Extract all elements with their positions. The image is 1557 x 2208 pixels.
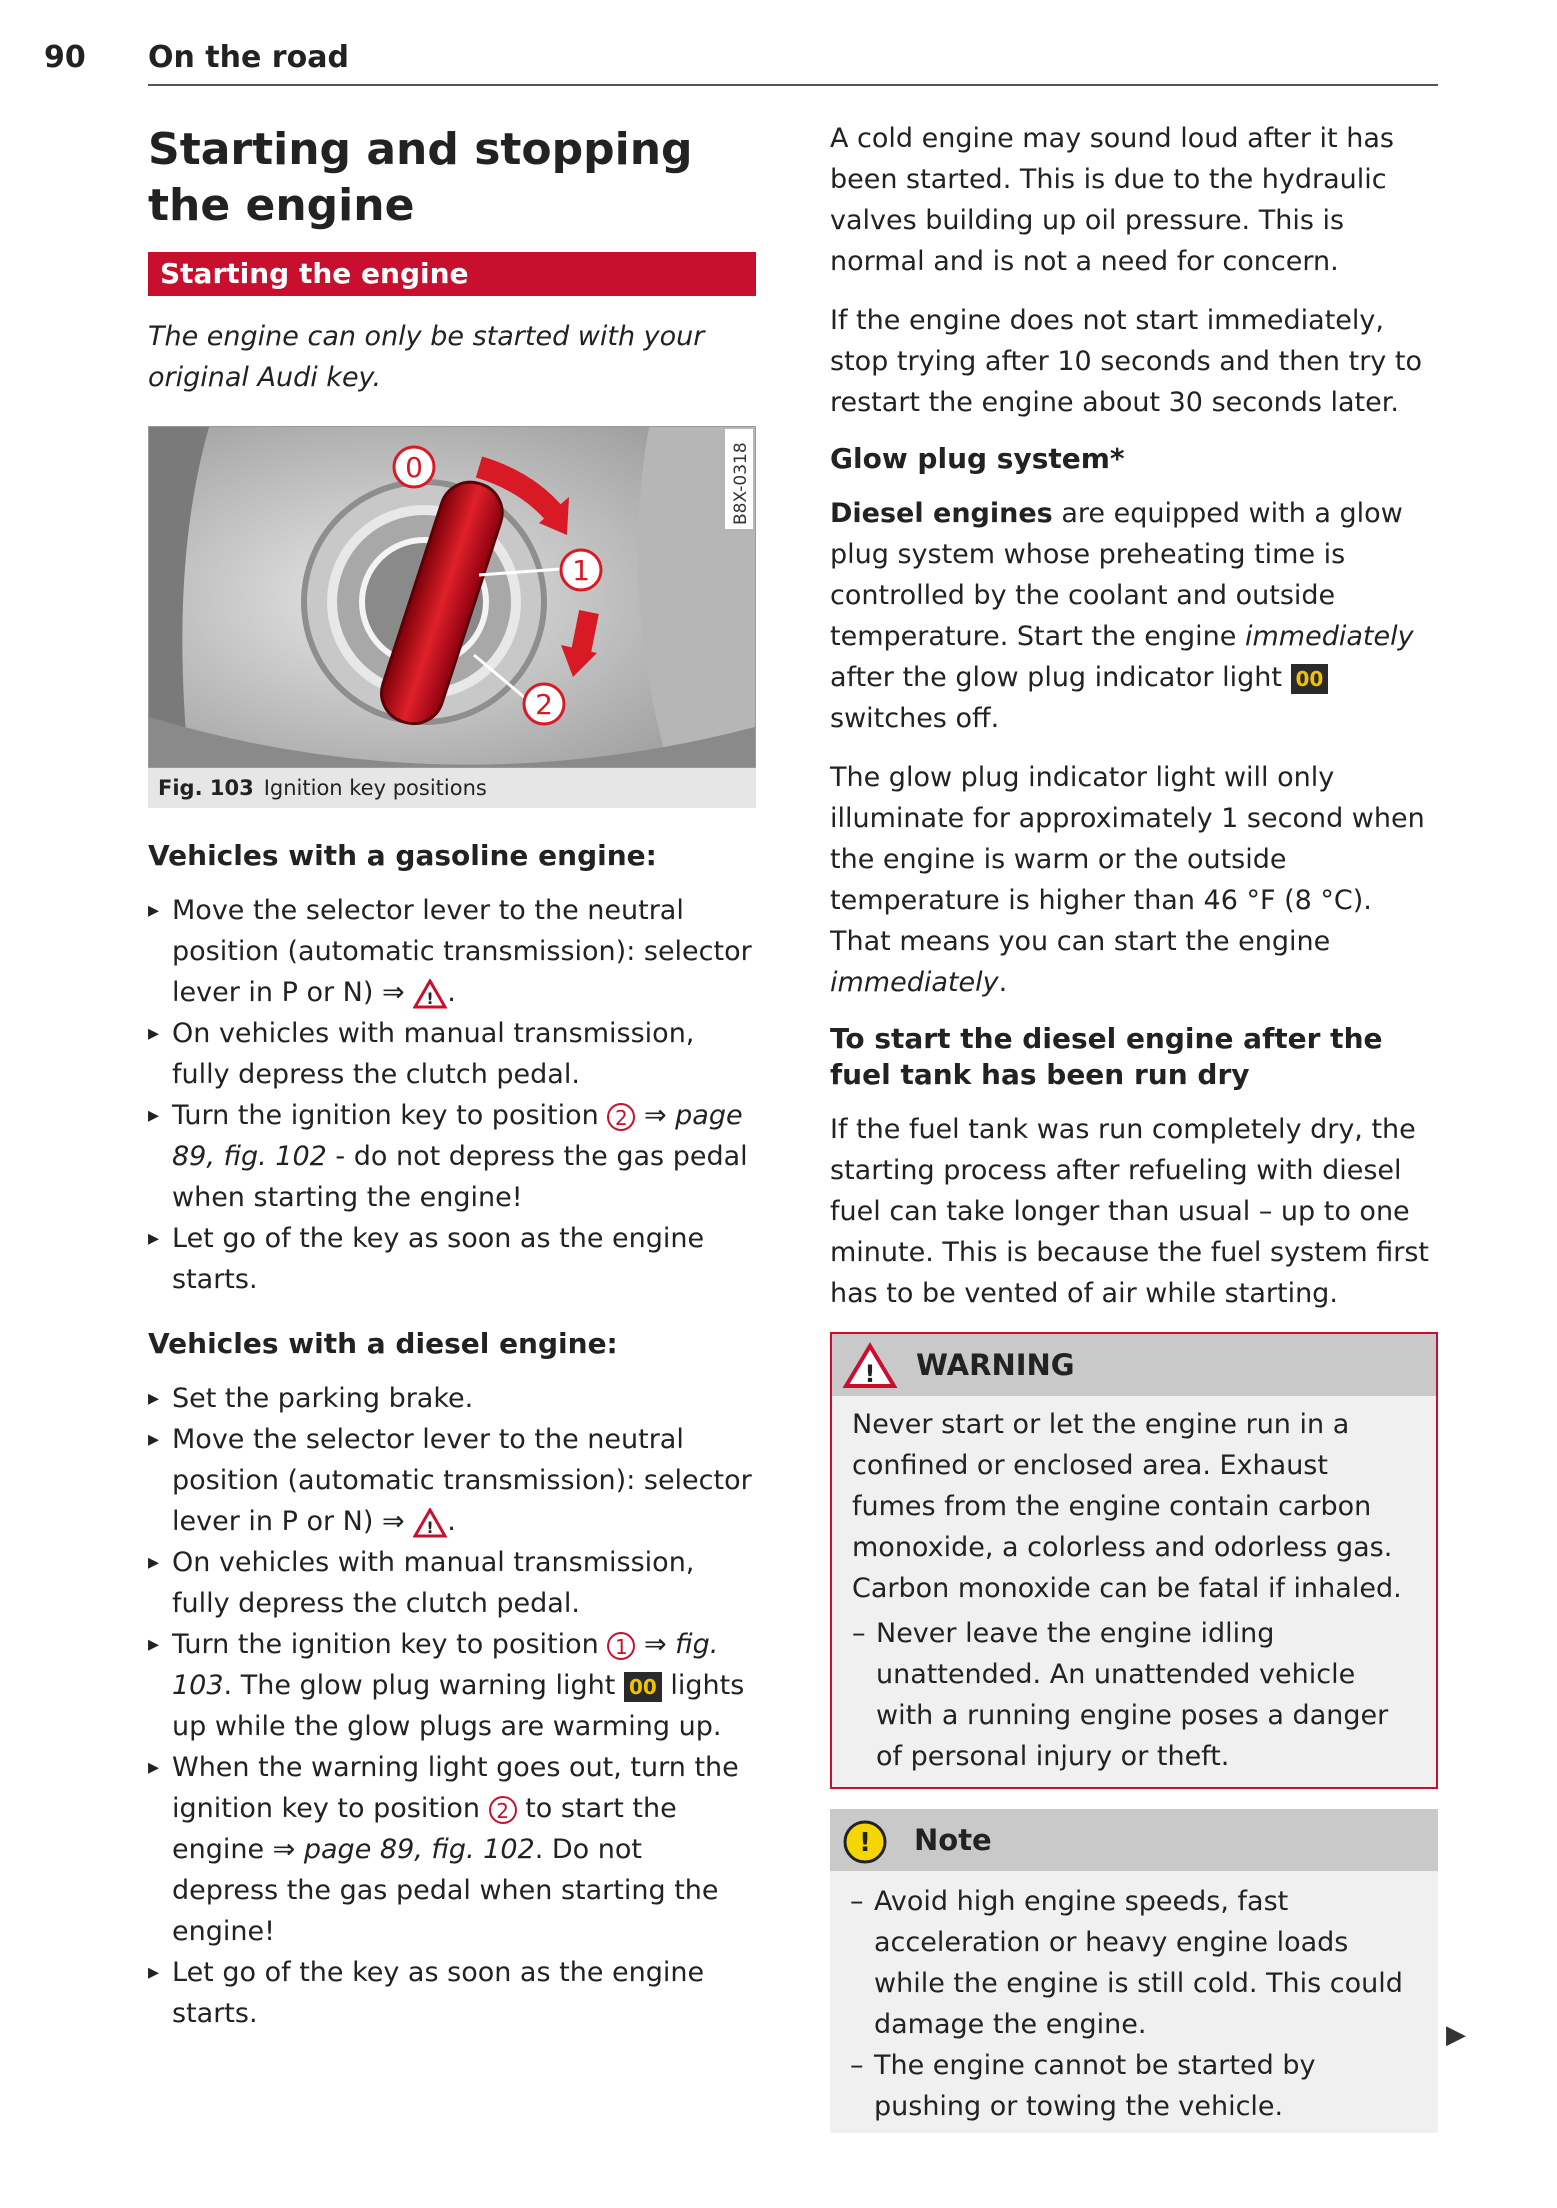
position-marker: 2 (489, 1796, 517, 1824)
marker-2 (524, 684, 564, 724)
left-column (148, 118, 756, 2060)
warning-triangle-icon (842, 1342, 898, 1390)
cross-reference[interactable]: ⇒ fig. 103 (172, 1629, 719, 1701)
cross-reference[interactable]: ⇒ page 89, fig. 102 (172, 1100, 743, 1172)
warning-triangle-icon (413, 979, 447, 1009)
list-item: ▸ Let go of the key as soon as the engine starts. (148, 1218, 756, 1300)
warning-header (832, 1334, 1436, 1396)
paragraph-cold-engine: A cold engine may sound loud after it has been started. This is due to the hydraulic valves building up oil pressure. This is normal and is not a need for concern. (830, 123, 1394, 277)
gasoline-heading: Vehicles with a gasoline engine: (148, 839, 657, 872)
list-item: ▸ Move the selector lever to the neutral position (automatic transmission): selector lever in P or N) ⇒ ! . (148, 1419, 756, 1542)
glow-plug-icon: 00 (1291, 664, 1329, 694)
ignition-figure (148, 426, 756, 768)
svg-text:1: 1 (572, 554, 590, 587)
list-item: – The engine cannot be started by pushing or towing the vehicle. (850, 2045, 1418, 2127)
caption-text: Ignition key positions (263, 776, 487, 800)
list-item: – Avoid high engine speeds, fast acceleration or heavy engine loads while the engine is still cold. This could damage the engine. (850, 1881, 1418, 2045)
paragraph-indicator: The glow plug indicator light will only illuminate for approximately 1 second when the engine is warm or the outside temperature is higher than 46 °F (8 °C). That means you can start the engine immediately. (830, 762, 1425, 998)
warning-text: Never start or let the engine run in a confined or enclosed area. Exhaust fumes from the engine contain carbon monoxide, a colorless and odorless gas. Carbon monoxide can be fatal if inhaled. (852, 1409, 1402, 1604)
list-item: ▸ When the warning light goes out, turn the ignition key to position 2 to start the engine ⇒ page 89, fig. 102. Do not depress the gas pedal when starting the engine! (148, 1747, 756, 1952)
warning-box (830, 1332, 1438, 1789)
marker-0 (394, 447, 434, 487)
page-header (44, 40, 1438, 86)
page-number: 90 (44, 40, 86, 75)
ignition-illustration (149, 427, 755, 767)
position-marker: 1 (607, 1632, 635, 1660)
subsection-bar: Starting the engine (148, 252, 756, 296)
list-item: ▸ Move the selector lever to the neutral position (automatic transmission): selector lever in P or N) ⇒ ! . (148, 890, 756, 1013)
page-title: Starting and stopping the engine (148, 124, 693, 231)
svg-text:!: ! (859, 1828, 871, 1858)
figure-caption (148, 768, 756, 808)
list-item: ▸ Turn the ignition key to position 2 ⇒ page 89, fig. 102 - do not depress the gas pedal when starting the engine! (148, 1095, 756, 1218)
list-item: ▸ On vehicles with manual transmission, fully depress the clutch pedal. (148, 1013, 756, 1095)
next-page-arrow-icon[interactable]: ▶ (1446, 2020, 1466, 2050)
paragraph-diesel-glow: Diesel engines are equipped with a glow plug system whose preheating time is controlled by the coolant and outside temperature. Start the engine immediately after the glow plug indicator light 00 switches off. (830, 498, 1414, 734)
warning-triangle-icon (413, 1508, 447, 1538)
marker-1 (561, 550, 601, 590)
cross-reference[interactable]: ⇒ page 89, fig. 102 (272, 1834, 535, 1865)
note-box (830, 1809, 1438, 2133)
list-item: ▸ Let go of the key as soon as the engine starts. (148, 1952, 756, 2034)
note-title: Note (914, 1823, 992, 1857)
lead-text: The engine can only be started with your original Audi key. (148, 321, 705, 393)
header-rule (148, 84, 1438, 86)
list-item: ▸ Set the parking brake. (148, 1378, 756, 1419)
svg-text:0: 0 (405, 451, 423, 484)
warning-list (852, 1613, 1416, 1777)
section-title: On the road (148, 40, 349, 75)
right-column (830, 118, 1438, 2133)
svg-text:2: 2 (535, 688, 553, 721)
diesel-list (148, 1378, 756, 2034)
warning-title: WARNING (916, 1348, 1075, 1382)
glow-plug-heading: Glow plug system* (830, 442, 1125, 475)
note-header (830, 1809, 1438, 1871)
svg-text:!: ! (864, 1360, 876, 1388)
note-list (850, 1881, 1418, 2127)
gasoline-list (148, 890, 756, 1300)
note-exclamation-icon (842, 1819, 888, 1865)
figure-code: B8X-0318 (731, 442, 751, 525)
paragraph-run-dry: If the fuel tank was run completely dry, the starting process after refueling with diesel fuel can take longer than usual – up to one minute. This is because the fuel system first has to be vented of air while starting. (830, 1114, 1429, 1309)
list-item: ▸ On vehicles with manual transmission, fully depress the clutch pedal. (148, 1542, 756, 1624)
list-item: – Never leave the engine idling unattended. An unattended vehicle with a running engine poses a danger of personal injury or theft. (852, 1613, 1416, 1777)
list-item: ▸ Turn the ignition key to position 1 ⇒ fig. 103. The glow plug warning light 00 lights up while the glow plugs are warming up. (148, 1624, 756, 1747)
paragraph-restart: If the engine does not start immediately, stop trying after 10 seconds and then try to restart the engine about 30 seconds later. (830, 305, 1422, 418)
svg-text:!: ! (426, 1517, 434, 1537)
diesel-heading: Vehicles with a diesel engine: (148, 1327, 618, 1360)
caption-label: Fig. 103 (158, 776, 254, 800)
run-dry-heading: To start the diesel engine after the fuel tank has been run dry (830, 1022, 1383, 1091)
position-marker: 2 (607, 1103, 635, 1131)
glow-plug-icon: 00 (624, 1672, 662, 1702)
svg-text:!: ! (426, 988, 434, 1008)
